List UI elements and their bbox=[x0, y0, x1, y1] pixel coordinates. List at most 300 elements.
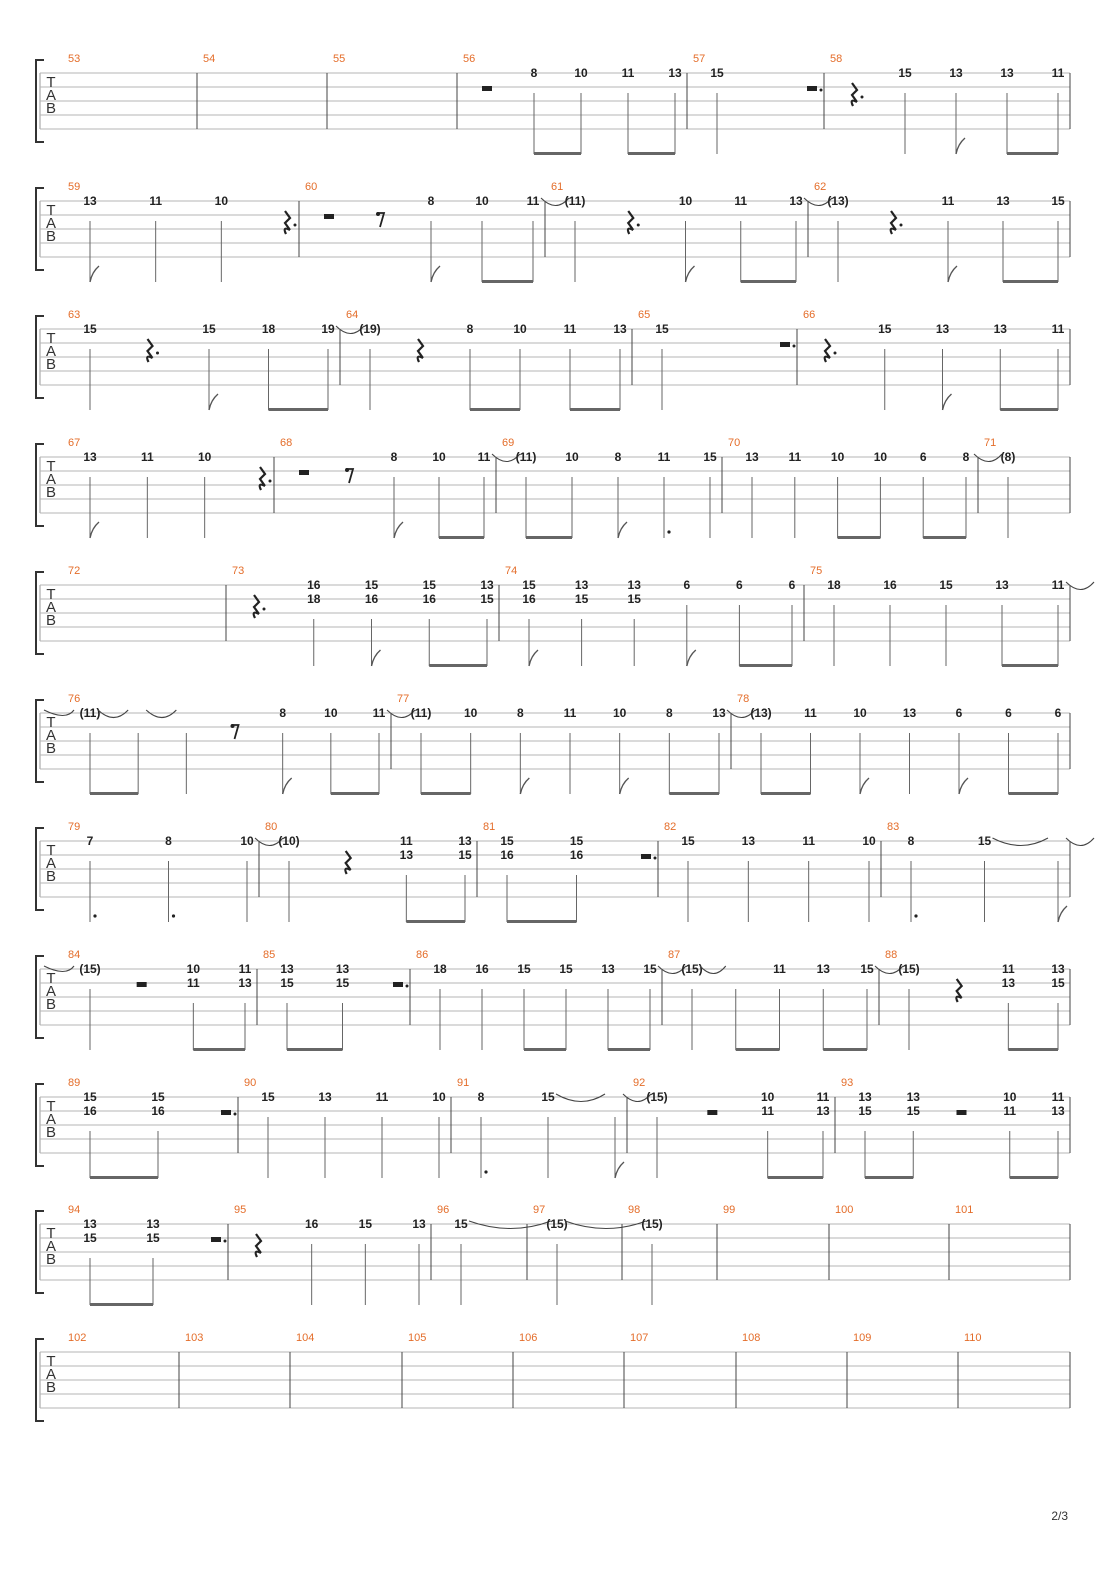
fret-number: 13 bbox=[949, 66, 963, 80]
rest-dot bbox=[234, 1113, 237, 1116]
note-flag bbox=[90, 266, 99, 282]
tab-clef-letter: A bbox=[45, 87, 57, 104]
tab-clef-letter: B bbox=[45, 996, 57, 1013]
fret-number: 11 bbox=[372, 706, 386, 720]
quarter-rest bbox=[418, 339, 423, 362]
note-dot bbox=[93, 914, 96, 917]
measure-number: 96 bbox=[437, 1204, 450, 1216]
fret-number: 16 bbox=[83, 1104, 97, 1118]
quarter-rest bbox=[256, 1234, 261, 1257]
measure-number: 91 bbox=[457, 1077, 470, 1089]
note-flag bbox=[283, 778, 292, 794]
fret-number: (15) bbox=[898, 962, 920, 976]
fret-number: 11 bbox=[773, 962, 786, 976]
tie-arc bbox=[993, 838, 1049, 846]
tab-clef-letter: A bbox=[45, 1238, 57, 1255]
measure-number: 89 bbox=[68, 1077, 81, 1089]
fret-number: 15 bbox=[1051, 194, 1065, 208]
fret-number: 10 bbox=[475, 194, 489, 208]
tab-clef-letter: A bbox=[45, 727, 57, 744]
measure-number: 98 bbox=[628, 1204, 641, 1216]
note-dot bbox=[667, 530, 670, 533]
rest-dot bbox=[263, 608, 266, 611]
fret-number: 10 bbox=[240, 834, 254, 848]
measure-number: 99 bbox=[723, 1204, 736, 1216]
tab-system bbox=[36, 949, 1070, 1051]
tab-system bbox=[36, 181, 1070, 283]
tab-clef-letter: B bbox=[45, 228, 57, 245]
note-flag bbox=[943, 394, 952, 410]
fret-number: 15 bbox=[422, 578, 436, 592]
fret-number: 15 bbox=[710, 66, 724, 80]
measure-number: 106 bbox=[519, 1332, 538, 1344]
note-flag bbox=[520, 778, 529, 794]
fret-number: 11 bbox=[526, 194, 540, 208]
measure-number: 60 bbox=[305, 181, 318, 193]
fret-number: 6 bbox=[919, 450, 927, 464]
fret-number: (11) bbox=[79, 706, 101, 720]
fret-number: 15 bbox=[860, 962, 874, 976]
tab-clef-letter: A bbox=[45, 471, 57, 488]
measure-number: 81 bbox=[483, 821, 496, 833]
beam bbox=[768, 1176, 823, 1179]
beam bbox=[507, 920, 577, 923]
fret-number: 15 bbox=[898, 66, 912, 80]
tie-arc bbox=[469, 1221, 551, 1229]
measure-number: 58 bbox=[830, 53, 843, 65]
fret-number: 11 bbox=[734, 194, 748, 208]
fret-number: 11 bbox=[238, 962, 252, 976]
fret-number: 11 bbox=[1001, 962, 1015, 976]
beam bbox=[406, 920, 465, 923]
fret-number: 8 bbox=[907, 834, 915, 848]
measure-number: 55 bbox=[333, 53, 346, 65]
measure-number: 102 bbox=[68, 1332, 87, 1344]
measure-number: 62 bbox=[814, 181, 827, 193]
beam bbox=[865, 1176, 913, 1179]
measure-number: 87 bbox=[668, 949, 681, 961]
fret-number: 15 bbox=[655, 322, 669, 336]
note-flag bbox=[620, 778, 629, 794]
note-flag bbox=[959, 778, 968, 794]
measure-number: 86 bbox=[416, 949, 429, 961]
fret-number: 11 bbox=[761, 1104, 775, 1118]
fret-number: (11) bbox=[410, 706, 432, 720]
measure-number: 75 bbox=[810, 565, 823, 577]
fret-number: 6 bbox=[736, 578, 743, 592]
fret-number: 15 bbox=[517, 962, 531, 976]
tab-clef-letter: T bbox=[46, 202, 56, 219]
fret-number: 13 bbox=[816, 962, 830, 976]
measure-number: 85 bbox=[263, 949, 276, 961]
fret-number: 15 bbox=[627, 592, 641, 606]
beam bbox=[526, 536, 572, 539]
note-dot bbox=[484, 1170, 487, 1173]
fret-number: (11) bbox=[515, 450, 537, 464]
fret-number: 15 bbox=[358, 1217, 373, 1231]
fret-number: 13 bbox=[935, 322, 950, 336]
tie-arc bbox=[146, 710, 176, 718]
measure-number: 104 bbox=[296, 1332, 315, 1344]
tab-system bbox=[36, 437, 1070, 539]
measure-number: 100 bbox=[835, 1204, 854, 1216]
measure-number: 107 bbox=[630, 1332, 649, 1344]
fret-number: 16 bbox=[307, 578, 321, 592]
tab-clef-letter: T bbox=[46, 586, 56, 603]
fret-number: 11 bbox=[788, 450, 802, 464]
half-rest bbox=[324, 214, 334, 219]
fret-number: 8 bbox=[390, 450, 398, 464]
rest-dot bbox=[654, 857, 657, 860]
measure-number: 57 bbox=[693, 53, 706, 65]
fret-number: 13 bbox=[1051, 1104, 1065, 1118]
measure-number: 82 bbox=[664, 821, 677, 833]
fret-number: 15 bbox=[643, 962, 657, 976]
measure-number: 73 bbox=[232, 565, 245, 577]
fret-number: (19) bbox=[359, 322, 381, 336]
fret-number: 11 bbox=[802, 834, 816, 848]
fret-number: 15 bbox=[703, 450, 717, 464]
measure-number: 54 bbox=[203, 53, 216, 65]
fret-number: 15 bbox=[500, 834, 514, 848]
tab-system bbox=[36, 53, 1070, 155]
beam bbox=[90, 792, 138, 795]
beam bbox=[90, 1303, 153, 1306]
fret-number: 8 bbox=[614, 450, 622, 464]
fret-number: 15 bbox=[906, 1104, 920, 1118]
fret-number: (13) bbox=[750, 706, 772, 720]
half-rest bbox=[482, 86, 492, 91]
fret-number: 10 bbox=[873, 450, 888, 464]
fret-number: 13 bbox=[83, 1217, 97, 1231]
measure-number: 93 bbox=[841, 1077, 854, 1089]
fret-number: 8 bbox=[516, 706, 524, 720]
fret-number: 11 bbox=[1051, 322, 1065, 336]
fret-number: 8 bbox=[427, 194, 435, 208]
measure-number: 59 bbox=[68, 181, 81, 193]
fret-number: 15 bbox=[977, 834, 992, 848]
fret-number: 13 bbox=[816, 1104, 830, 1118]
beam bbox=[524, 1048, 566, 1051]
half-rest bbox=[299, 470, 309, 475]
tie-arc bbox=[98, 710, 128, 718]
fret-number: 16 bbox=[475, 962, 489, 976]
fret-number: 15 bbox=[522, 578, 536, 592]
fret-number: 11 bbox=[1003, 1104, 1017, 1118]
half-rest bbox=[211, 1237, 221, 1242]
tab-clef-letter: T bbox=[46, 74, 56, 91]
fret-number: 13 bbox=[1051, 962, 1065, 976]
tab-clef-letter: B bbox=[45, 1251, 57, 1268]
fret-number: (8) bbox=[1000, 450, 1016, 464]
tab-clef-letter: A bbox=[45, 1111, 57, 1128]
measure-number: 64 bbox=[346, 309, 359, 321]
measure-number: 66 bbox=[803, 309, 816, 321]
tie-arc bbox=[700, 966, 726, 974]
half-rest bbox=[393, 982, 403, 987]
beam bbox=[1003, 280, 1058, 283]
measure-number: 110 bbox=[964, 1332, 982, 1344]
fret-number: 11 bbox=[186, 976, 200, 990]
beam bbox=[741, 280, 796, 283]
measure-number: 71 bbox=[984, 437, 997, 449]
note-flag bbox=[686, 266, 695, 282]
fret-number: 18 bbox=[827, 578, 841, 592]
note-flag bbox=[1058, 906, 1067, 922]
fret-number: 15 bbox=[83, 1090, 97, 1104]
fret-number: (15) bbox=[681, 962, 703, 976]
measure-number: 53 bbox=[68, 53, 81, 65]
beam bbox=[331, 792, 379, 795]
fret-number: 6 bbox=[955, 706, 963, 720]
fret-number: 11 bbox=[140, 450, 154, 464]
fret-number: 6 bbox=[788, 578, 796, 592]
eighth-rest-dot bbox=[345, 468, 349, 472]
half-rest bbox=[807, 86, 817, 91]
fret-number: 6 bbox=[1054, 706, 1062, 720]
beam bbox=[1007, 152, 1058, 155]
fret-number: 15 bbox=[261, 1090, 275, 1104]
measure-number: 105 bbox=[408, 1332, 427, 1344]
beam bbox=[739, 664, 792, 667]
fret-number: 11 bbox=[1051, 1090, 1065, 1104]
beam bbox=[570, 408, 620, 411]
measure-number: 84 bbox=[68, 949, 81, 961]
fret-number: 13 bbox=[789, 194, 803, 208]
rest-dot bbox=[834, 352, 837, 355]
beam bbox=[923, 536, 966, 539]
fret-number: 13 bbox=[858, 1090, 872, 1104]
rest-dot bbox=[269, 480, 272, 483]
fret-number: 13 bbox=[574, 578, 589, 592]
tab-clef-letter: B bbox=[45, 100, 57, 117]
note-flag bbox=[618, 522, 627, 538]
fret-number: 10 bbox=[186, 962, 201, 976]
quarter-rest bbox=[825, 339, 830, 362]
beam bbox=[628, 152, 675, 155]
fret-number: 15 bbox=[1051, 976, 1065, 990]
beam bbox=[534, 152, 581, 155]
fret-number: (11) bbox=[564, 194, 586, 208]
fret-number: 10 bbox=[612, 706, 627, 720]
fret-number: 15 bbox=[541, 1090, 555, 1104]
fret-number: (15) bbox=[641, 1217, 663, 1231]
tie-arc bbox=[556, 1094, 605, 1102]
fret-number: 11 bbox=[563, 706, 577, 720]
tab-clef-letter: A bbox=[45, 215, 57, 232]
tab-clef-letter: B bbox=[45, 356, 57, 373]
measure-number: 67 bbox=[68, 437, 81, 449]
fret-number: 11 bbox=[375, 1090, 389, 1104]
tab-clef-letter: B bbox=[45, 740, 57, 757]
fret-number: 13 bbox=[412, 1217, 426, 1231]
fret-number: 10 bbox=[574, 66, 588, 80]
measure-number: 68 bbox=[280, 437, 293, 449]
fret-number: 11 bbox=[941, 194, 955, 208]
note-flag bbox=[209, 394, 218, 410]
tab-system bbox=[36, 1332, 1070, 1421]
measure-number: 79 bbox=[68, 821, 81, 833]
tab-clef-letter: A bbox=[45, 1366, 57, 1383]
fret-number: 13 bbox=[458, 834, 472, 848]
fret-number: 13 bbox=[335, 962, 350, 976]
beam bbox=[193, 1048, 245, 1051]
measure-number: 65 bbox=[638, 309, 651, 321]
fret-number: 11 bbox=[1051, 66, 1065, 80]
quarter-rest bbox=[254, 595, 259, 618]
fret-number: 13 bbox=[995, 578, 1009, 592]
fret-number: 13 bbox=[613, 322, 627, 336]
measure-number: 69 bbox=[502, 437, 515, 449]
fret-number: (15) bbox=[546, 1217, 568, 1231]
fret-number: 13 bbox=[741, 834, 756, 848]
rest-dot bbox=[793, 345, 796, 348]
measure-number: 61 bbox=[551, 181, 564, 193]
half-rest bbox=[221, 1110, 231, 1115]
fret-number: (10) bbox=[278, 834, 300, 848]
fret-number: 13 bbox=[993, 322, 1007, 336]
rest-dot bbox=[637, 224, 640, 227]
note-flag bbox=[394, 522, 403, 538]
fret-number: 10 bbox=[432, 450, 446, 464]
tab-clef-letter: T bbox=[46, 1225, 56, 1242]
measure-number: 101 bbox=[955, 1204, 974, 1216]
fret-number: 10 bbox=[1003, 1090, 1017, 1104]
fret-number: 13 bbox=[318, 1090, 332, 1104]
beam bbox=[1010, 1176, 1058, 1179]
tab-clef-letter: A bbox=[45, 855, 57, 872]
fret-number: 13 bbox=[1001, 976, 1016, 990]
fret-number: 10 bbox=[324, 706, 338, 720]
tab-system bbox=[36, 693, 1070, 795]
measure-number: 74 bbox=[505, 565, 518, 577]
fret-number: 10 bbox=[565, 450, 579, 464]
fret-number: 8 bbox=[279, 706, 287, 720]
fret-number: 15 bbox=[569, 834, 584, 848]
fret-number: 11 bbox=[1051, 578, 1065, 592]
note-flag bbox=[529, 650, 538, 666]
fret-number: 8 bbox=[165, 834, 172, 848]
tab-clef-letter: T bbox=[46, 458, 56, 475]
beam bbox=[421, 792, 471, 795]
fret-number: 15 bbox=[858, 1104, 872, 1118]
tab-clef-letter: A bbox=[45, 599, 57, 616]
measure-number: 92 bbox=[633, 1077, 646, 1089]
fret-number: 10 bbox=[853, 706, 867, 720]
fret-number: 15 bbox=[364, 578, 379, 592]
fret-number: (15) bbox=[79, 962, 101, 976]
beam bbox=[1009, 792, 1059, 795]
fret-number: 16 bbox=[883, 578, 897, 592]
fret-number: 11 bbox=[621, 66, 635, 80]
rest-dot bbox=[224, 1240, 227, 1243]
fret-number: 11 bbox=[563, 322, 577, 336]
fret-number: 15 bbox=[878, 322, 892, 336]
quarter-rest bbox=[891, 211, 896, 234]
note-flag bbox=[372, 650, 381, 666]
fret-number: 13 bbox=[238, 976, 252, 990]
tab-clef-letter: T bbox=[46, 330, 56, 347]
measure-number: 103 bbox=[185, 1332, 204, 1344]
fret-number: 11 bbox=[149, 194, 163, 208]
tab-system bbox=[36, 1077, 1070, 1179]
fret-number: 15 bbox=[559, 962, 573, 976]
fret-number: 16 bbox=[422, 592, 436, 606]
tab-system bbox=[36, 1204, 1070, 1306]
fret-number: 15 bbox=[83, 322, 97, 336]
fret-number: (15) bbox=[646, 1090, 668, 1104]
quarter-rest bbox=[260, 467, 265, 490]
fret-number: 15 bbox=[480, 592, 494, 606]
fret-number: 10 bbox=[197, 450, 212, 464]
beam bbox=[470, 408, 520, 411]
quarter-rest bbox=[285, 211, 290, 234]
tab-clef-letter: T bbox=[46, 1353, 56, 1370]
fret-number: 15 bbox=[335, 976, 350, 990]
fret-number: 10 bbox=[214, 194, 229, 208]
quarter-rest bbox=[956, 979, 961, 1002]
tab-clef-letter: T bbox=[46, 970, 56, 987]
fret-number: 15 bbox=[202, 322, 216, 336]
tab-clef-letter: B bbox=[45, 1124, 57, 1141]
fret-number: 13 bbox=[601, 962, 615, 976]
measure-number: 72 bbox=[68, 565, 81, 577]
note-flag bbox=[431, 266, 440, 282]
measure-number: 78 bbox=[737, 693, 750, 705]
tab-clef-letter: T bbox=[46, 842, 56, 859]
measure-number: 70 bbox=[728, 437, 741, 449]
fret-number: 11 bbox=[399, 834, 413, 848]
fret-number: 15 bbox=[151, 1090, 165, 1104]
fret-number: 15 bbox=[574, 592, 589, 606]
fret-number: 6 bbox=[683, 578, 691, 592]
half-rest bbox=[957, 1110, 967, 1115]
beam bbox=[669, 792, 719, 795]
fret-number: 7 bbox=[86, 834, 94, 848]
fret-number: 15 bbox=[146, 1231, 160, 1245]
beam bbox=[482, 280, 533, 283]
half-rest bbox=[707, 1110, 717, 1115]
quarter-rest bbox=[147, 339, 152, 362]
fret-number: 16 bbox=[364, 592, 379, 606]
fret-number: 13 bbox=[83, 450, 97, 464]
fret-number: 10 bbox=[830, 450, 845, 464]
fret-number: 8 bbox=[477, 1090, 485, 1104]
tab-system bbox=[36, 565, 1094, 667]
measure-number: 97 bbox=[533, 1204, 546, 1216]
fret-number: 13 bbox=[627, 578, 641, 592]
beam bbox=[287, 1048, 343, 1051]
tab-clef-letter: B bbox=[45, 868, 57, 885]
fret-number: 13 bbox=[745, 450, 759, 464]
fret-number: 11 bbox=[816, 1090, 830, 1104]
beam bbox=[429, 664, 487, 667]
fret-number: 13 bbox=[280, 962, 294, 976]
rest-dot bbox=[820, 89, 823, 92]
eighth-rest-dot bbox=[231, 724, 235, 728]
note-flag bbox=[956, 138, 965, 154]
note-flag bbox=[687, 650, 696, 666]
measure-number: 90 bbox=[244, 1077, 257, 1089]
measure-number: 95 bbox=[234, 1204, 247, 1216]
fret-number: 6 bbox=[1005, 706, 1012, 720]
note-dot bbox=[914, 914, 917, 917]
note-flag bbox=[615, 1162, 624, 1178]
measure-number: 83 bbox=[887, 821, 900, 833]
fret-number: 13 bbox=[712, 706, 726, 720]
rest-dot bbox=[156, 352, 159, 355]
beam bbox=[736, 1048, 780, 1051]
